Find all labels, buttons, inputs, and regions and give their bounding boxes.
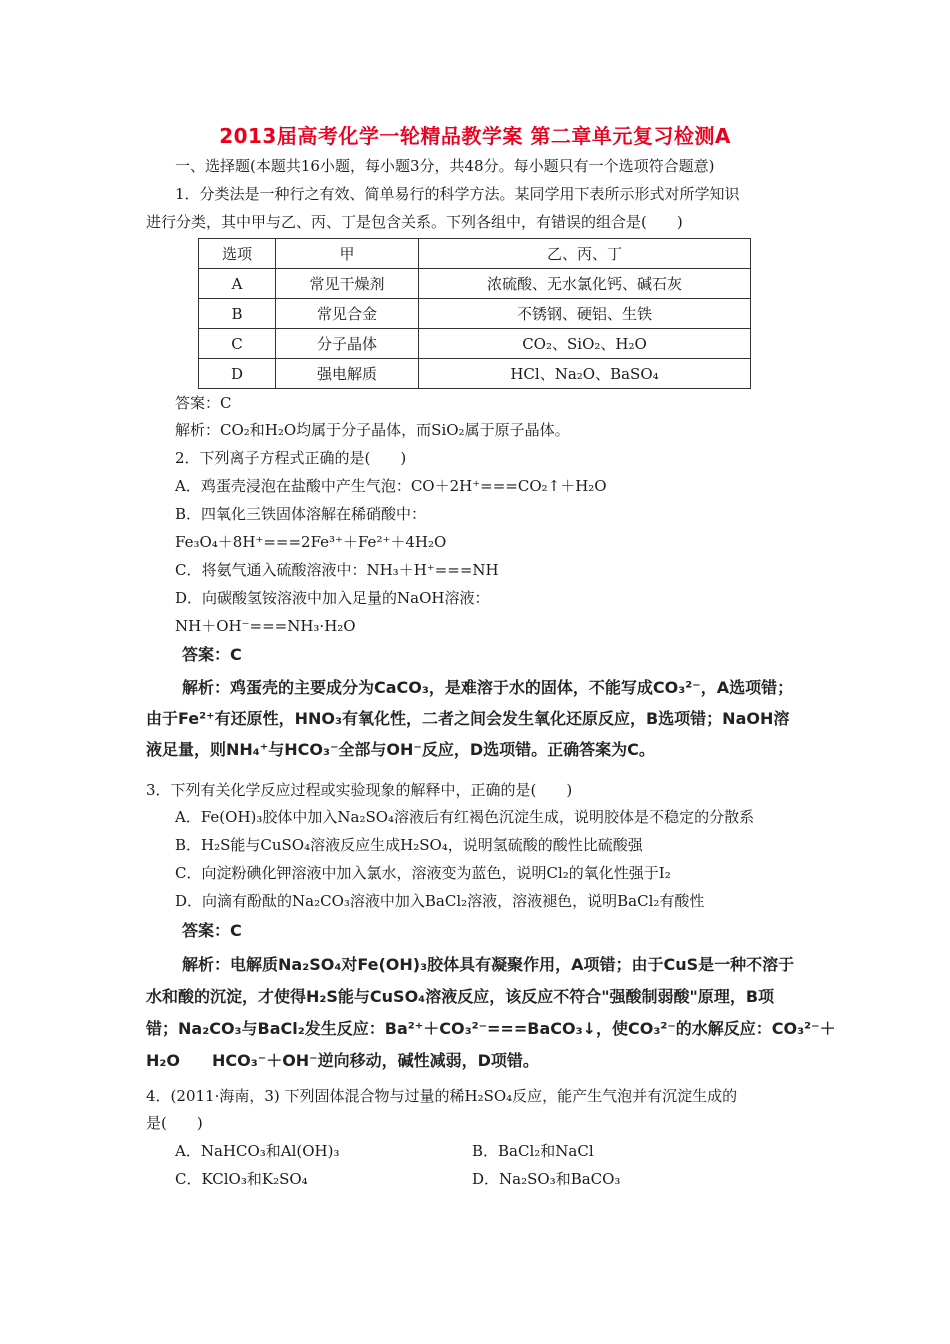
q4-option-a: A．NaHCO₃和Al(OH)₃ <box>175 1142 340 1160</box>
q2-option-b-equation: Fe₃O₄＋8H⁺===2Fe³⁺＋Fe²⁺＋4H₂O <box>175 533 447 551</box>
q1-answer: 答案：C <box>175 394 232 412</box>
q4-option-b: B．BaCl₂和NaCl <box>472 1142 594 1160</box>
q1-analysis: 解析：CO₂和H₂O均属于分子晶体，而SiO₂属于原子晶体。 <box>175 421 570 439</box>
section-header: 一、选择题(本题共16小题，每小题3分，共48分。每小题只有一个选项符合题意) <box>175 157 715 175</box>
q1-table <box>198 238 751 389</box>
table-cell: HCl、Na₂O、BaSO₄ <box>419 359 751 389</box>
q2-analysis-line2: 由于Fe²⁺有还原性，HNO₃有氧化性，二者之间会发生氧化还原反应，B选项错；NaOH溶 <box>146 709 790 728</box>
q3-option-a: A．Fe(OH)₃胶体中加入Na₂SO₄溶液后有红褐色沉淀生成，说明胶体是不稳定的分散系 <box>175 808 755 826</box>
q3-analysis-line3: 错；Na₂CO₃与BaCl₂发生反应：Ba²⁺＋CO₃²⁻===BaCO₃↓，使CO₃²⁻的水解反应：CO₃²⁻＋ <box>146 1019 836 1038</box>
q3-option-c: C．向淀粉碘化钾溶液中加入氯水，溶液变为蓝色，说明Cl₂的氧化性强于I₂ <box>175 864 671 882</box>
q2-analysis-line1: 解析：鸡蛋壳的主要成分为CaCO₃，是难溶于水的固体，不能写成CO₃²⁻，A选项错； <box>182 678 794 697</box>
q2-answer: 答案：C <box>182 645 242 664</box>
q2-option-d-equation: NH＋OH⁻===NH₃·H₂O <box>175 617 356 635</box>
table-header-row <box>199 239 751 269</box>
table-cell: 强电解质 <box>276 359 419 389</box>
table-cell: 浓硫酸、无水氯化钙、碱石灰 <box>419 269 751 299</box>
table-cell: D <box>199 359 276 389</box>
q3-analysis-line2: 水和酸的沉淀，才使得H₂S能与CuSO₄溶液反应，该反应不符合"强酸制弱酸"原理，B项 <box>146 987 775 1006</box>
table-header-cell: 选项 <box>199 239 276 269</box>
table-row <box>199 359 751 389</box>
q2-option-a: A．鸡蛋壳浸泡在盐酸中产生气泡：CO＋2H⁺===CO₂↑＋H₂O <box>175 477 607 495</box>
q3-option-d: D．向滴有酚酞的Na₂CO₃溶液中加入BaCl₂溶液，溶液褪色，说明BaCl₂有酸性 <box>175 892 705 910</box>
table-cell: B <box>199 299 276 329</box>
q4-stem-line2: 是( ) <box>146 1114 203 1132</box>
q3-option-b: B．H₂S能与CuSO₄溶液反应生成H₂SO₄，说明氢硫酸的酸性比硫酸强 <box>175 836 643 854</box>
q3-answer: 答案：C <box>182 921 242 940</box>
table-cell: C <box>199 329 276 359</box>
table-row <box>199 299 751 329</box>
document-title: 2013届高考化学一轮精品教学案 第二章单元复习检测A <box>219 124 731 148</box>
table-cell: 常见干燥剂 <box>276 269 419 299</box>
table-cell: CO₂、SiO₂、H₂O <box>419 329 751 359</box>
table-cell: 不锈钢、硬铝、生铁 <box>419 299 751 329</box>
q3-analysis-line4: H₂O HCO₃⁻＋OH⁻逆向移动，碱性减弱，D项错。 <box>146 1051 539 1070</box>
q2-stem: 2．下列离子方程式正确的是( ) <box>175 449 407 467</box>
table-header-cell: 甲 <box>276 239 419 269</box>
table-header-cell: 乙、丙、丁 <box>419 239 751 269</box>
q3-stem: 3．下列有关化学反应过程或实验现象的解释中，正确的是( ) <box>146 781 573 799</box>
table-row <box>199 269 751 299</box>
table-cell: 常见合金 <box>276 299 419 329</box>
q2-analysis-line3: 液足量，则NH₄⁺与HCO₃⁻全部与OH⁻反应，D选项错。正确答案为C。 <box>146 740 655 759</box>
q2-option-b: B．四氧化三铁固体溶解在稀硝酸中： <box>175 505 427 523</box>
q4-stem-line1: 4．(2011·海南，3) 下列固体混合物与过量的稀H₂SO₄反应，能产生气泡并有沉淀生成的 <box>146 1087 738 1105</box>
table-row <box>199 329 751 359</box>
q4-option-c: C．KClO₃和K₂SO₄ <box>175 1170 308 1188</box>
q1-stem-line1: 1．分类法是一种行之有效、简单易行的科学方法。某同学用下表所示形式对所学知识 <box>175 185 740 203</box>
q3-analysis-line1: 解析：电解质Na₂SO₄对Fe(OH)₃胶体具有凝聚作用，A项错；由于CuS是一种不溶于 <box>182 955 795 974</box>
table-cell: A <box>199 269 276 299</box>
q2-option-c: C．将氨气通入硫酸溶液中：NH₃＋H⁺===NH <box>175 561 499 579</box>
q1-stem-line2: 进行分类，其中甲与乙、丙、丁是包含关系。下列各组中，有错误的组合是( ) <box>146 213 683 231</box>
table-cell: 分子晶体 <box>276 329 419 359</box>
q2-option-d: D．向碳酸氢铵溶液中加入足量的NaOH溶液： <box>175 589 490 607</box>
q4-option-d: D．Na₂SO₃和BaCO₃ <box>472 1170 621 1188</box>
